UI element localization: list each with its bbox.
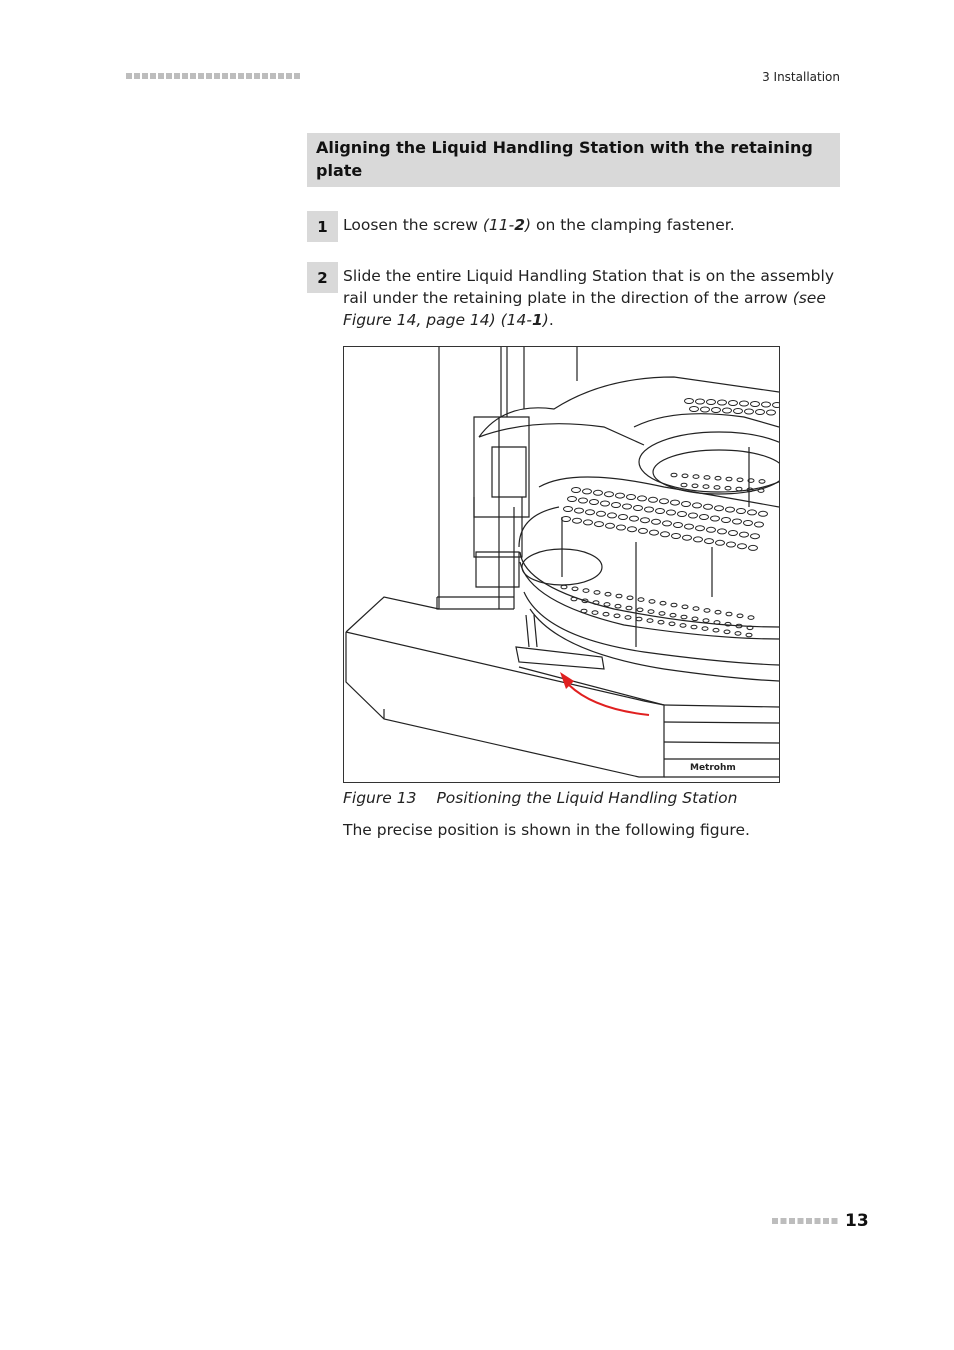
tube-hole bbox=[630, 516, 639, 521]
tube-hole bbox=[738, 544, 747, 549]
tube-hole bbox=[571, 597, 577, 601]
cross-reference: (11-2) bbox=[482, 216, 532, 234]
tube-hole bbox=[671, 473, 677, 477]
tube-hole bbox=[639, 528, 648, 533]
tube-hole bbox=[612, 503, 621, 508]
tube-hole bbox=[737, 614, 743, 618]
tube-hole bbox=[649, 600, 655, 604]
tube-hole bbox=[616, 493, 625, 498]
tube-hole bbox=[726, 507, 735, 512]
header-decoration bbox=[126, 73, 306, 79]
tube-hole bbox=[762, 402, 771, 407]
tube-hole bbox=[693, 503, 702, 508]
tube-hole bbox=[694, 537, 703, 542]
tube-hole bbox=[658, 620, 664, 624]
tube-hole bbox=[603, 612, 609, 616]
step-number-1: 1 bbox=[307, 211, 338, 242]
tube-hole bbox=[638, 496, 647, 501]
tube-hole bbox=[614, 614, 620, 618]
tube-hole bbox=[669, 622, 675, 626]
tube-hole bbox=[737, 478, 743, 482]
tube-hole bbox=[734, 409, 743, 414]
tube-hole bbox=[648, 610, 654, 614]
tube-hole bbox=[581, 609, 587, 613]
tube-hole bbox=[716, 540, 725, 545]
tube-hole bbox=[671, 603, 677, 607]
tube-hole bbox=[627, 596, 633, 600]
tube-hole bbox=[652, 519, 661, 524]
figure-13-illustration bbox=[343, 346, 780, 783]
tube-hole bbox=[660, 601, 666, 605]
section-heading: Aligning the Liquid Handling Station with the retaining plate bbox=[316, 138, 813, 180]
tube-hole bbox=[663, 521, 672, 526]
footer-decoration bbox=[772, 1218, 839, 1224]
tube-hole bbox=[749, 545, 758, 550]
tube-hole bbox=[711, 516, 720, 521]
tube-hole bbox=[575, 508, 584, 513]
tube-hole bbox=[740, 532, 749, 537]
tube-hole bbox=[756, 410, 765, 415]
tube-hole bbox=[746, 633, 752, 637]
tube-hole bbox=[693, 607, 699, 611]
tube-hole bbox=[572, 488, 581, 493]
tube-hole bbox=[691, 625, 697, 629]
tube-hole bbox=[704, 504, 713, 509]
tube-hole bbox=[703, 485, 709, 489]
tube-hole bbox=[670, 613, 676, 617]
tube-hole bbox=[615, 604, 621, 608]
tube-hole bbox=[641, 518, 650, 523]
tube-hole bbox=[759, 480, 765, 484]
figure-brand-label: Metrohm bbox=[690, 763, 736, 773]
step-text-2: Slide the entire Liquid Handling Station that is on the assembly rail under the retaining plate in the direction of the arrow (see Figure 14, page 14) (14-1). bbox=[343, 267, 834, 329]
tube-hole bbox=[605, 492, 614, 497]
tube-hole bbox=[748, 510, 757, 515]
tube-hole bbox=[671, 500, 680, 505]
tube-hole bbox=[704, 476, 710, 480]
tube-hole bbox=[748, 616, 754, 620]
tube-hole bbox=[707, 527, 716, 532]
tube-hole bbox=[572, 587, 578, 591]
figure-caption bbox=[343, 789, 737, 807]
tube-hole bbox=[683, 535, 692, 540]
tube-hole bbox=[718, 400, 727, 405]
tube-hole bbox=[659, 612, 665, 616]
tube-hole bbox=[696, 526, 705, 531]
tube-hole bbox=[689, 513, 698, 518]
tube-hole bbox=[744, 521, 753, 526]
tube-hole bbox=[604, 603, 610, 607]
tube-hole bbox=[682, 474, 688, 478]
tube-hole bbox=[726, 477, 732, 481]
tube-hole bbox=[722, 518, 731, 523]
tube-hole bbox=[690, 407, 699, 412]
tube-hole bbox=[594, 490, 603, 495]
tube-hole bbox=[564, 507, 573, 512]
tube-hole bbox=[579, 498, 588, 503]
tube-hole bbox=[661, 532, 670, 537]
tube-hole bbox=[568, 497, 577, 502]
tube-hole bbox=[638, 598, 644, 602]
tube-hole bbox=[727, 542, 736, 547]
tube-hole bbox=[561, 585, 567, 589]
tube-hole bbox=[634, 506, 643, 511]
tube-hole bbox=[705, 539, 714, 544]
tube-hole bbox=[693, 475, 699, 479]
tube-hole bbox=[616, 594, 622, 598]
tube-hole bbox=[692, 484, 698, 488]
tube-hole bbox=[745, 409, 754, 414]
section-heading-box bbox=[307, 133, 840, 187]
tube-hole bbox=[619, 515, 628, 520]
tube-hole bbox=[696, 399, 705, 404]
tube-hole bbox=[751, 534, 760, 539]
tube-hole bbox=[692, 617, 698, 621]
tube-hole bbox=[562, 517, 571, 522]
tube-hole bbox=[672, 534, 681, 539]
tube-hole bbox=[660, 499, 669, 504]
tube-hole bbox=[637, 608, 643, 612]
tube-hole bbox=[681, 483, 687, 487]
tube-hole bbox=[723, 408, 732, 413]
tube-hole bbox=[584, 520, 593, 525]
tube-hole bbox=[702, 627, 708, 631]
tube-hole bbox=[707, 400, 716, 405]
tube-hole bbox=[724, 630, 730, 634]
tube-hole bbox=[573, 518, 582, 523]
tube-hole bbox=[736, 487, 742, 491]
step-text-1: Loosen the screw (11-2) on the clamping fastener. bbox=[343, 216, 735, 234]
tube-hole bbox=[682, 502, 691, 507]
tube-hole bbox=[704, 609, 710, 613]
tube-hole bbox=[605, 592, 611, 596]
tube-hole bbox=[594, 591, 600, 595]
tube-hole bbox=[601, 501, 610, 506]
tube-hole bbox=[725, 486, 731, 490]
tube-hole bbox=[715, 476, 721, 480]
tube-hole bbox=[759, 511, 768, 516]
tube-hole bbox=[597, 511, 606, 516]
tube-hole bbox=[649, 497, 658, 502]
tube-hole bbox=[608, 513, 617, 518]
tube-hole bbox=[703, 619, 709, 623]
tube-hole bbox=[729, 401, 738, 406]
tube-hole bbox=[714, 486, 720, 490]
tube-hole bbox=[751, 402, 760, 407]
tube-hole bbox=[726, 612, 732, 616]
tube-hole bbox=[645, 507, 654, 512]
tube-hole bbox=[667, 510, 676, 515]
tube-hole bbox=[682, 605, 688, 609]
tube-hole bbox=[626, 606, 632, 610]
tube-hole bbox=[583, 489, 592, 494]
figure-title: Positioning the Liquid Handling Station bbox=[436, 789, 738, 807]
tube-hole bbox=[650, 530, 659, 535]
cross-reference: (see Figure 14, page 14) (14-1) bbox=[343, 289, 826, 329]
tube-hole bbox=[733, 519, 742, 524]
tube-hole bbox=[623, 504, 632, 509]
tube-hole bbox=[773, 403, 780, 408]
tube-hole bbox=[583, 589, 589, 593]
tube-hole bbox=[625, 616, 631, 620]
header-section-title: 3 Installation bbox=[762, 70, 840, 84]
tube-hole bbox=[680, 624, 686, 628]
tube-hole bbox=[627, 495, 636, 500]
tube-hole bbox=[595, 522, 604, 527]
tube-hole bbox=[656, 509, 665, 514]
step-number-2: 2 bbox=[307, 262, 338, 293]
tube-hole bbox=[617, 525, 626, 530]
tube-hole bbox=[628, 527, 637, 532]
tube-hole bbox=[678, 512, 687, 517]
tube-hole bbox=[740, 401, 749, 406]
tube-hole bbox=[685, 399, 694, 404]
tube-hole bbox=[729, 531, 738, 536]
tube-hole bbox=[755, 522, 764, 527]
tube-hole bbox=[647, 619, 653, 623]
tube-hole bbox=[713, 628, 719, 632]
figure-label: Figure 13 bbox=[343, 789, 417, 807]
tube-hole bbox=[681, 615, 687, 619]
tube-hole bbox=[636, 617, 642, 621]
tube-hole bbox=[700, 515, 709, 520]
tube-hole bbox=[735, 632, 741, 636]
tube-hole bbox=[592, 611, 598, 615]
tube-hole bbox=[674, 523, 683, 528]
tube-hole bbox=[715, 610, 721, 614]
tube-hole bbox=[715, 506, 724, 511]
tube-hole bbox=[606, 523, 615, 528]
tube-hole bbox=[718, 529, 727, 534]
body-text: The precise position is shown in the following figure. bbox=[343, 821, 750, 839]
tube-hole bbox=[712, 408, 721, 413]
tube-hole bbox=[737, 509, 746, 514]
tube-hole bbox=[586, 510, 595, 515]
tube-hole bbox=[767, 410, 776, 415]
tube-hole bbox=[590, 500, 599, 505]
tube-hole bbox=[701, 407, 710, 412]
tube-hole bbox=[685, 524, 694, 529]
page-number: 13 bbox=[845, 1211, 869, 1231]
